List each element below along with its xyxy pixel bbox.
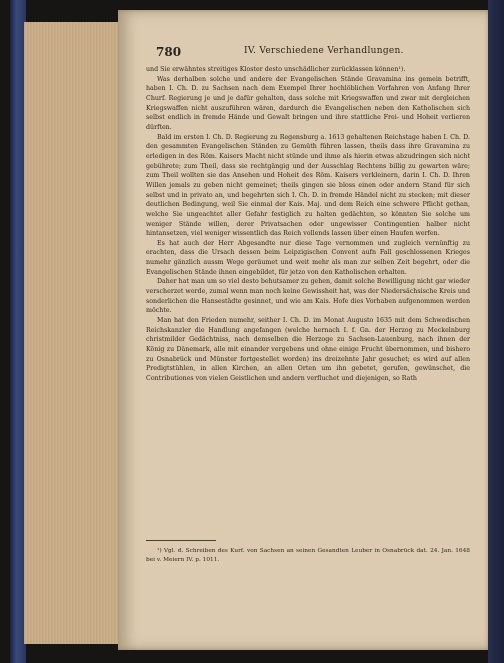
paragraph: Bald im ersten I. Ch. D. Regierung zu Regensburg a. 1613 gehaltenen Reichstage haben I. Ch. D. den gesammten Evangelischen Ständen zu Gemüth führen lassen, theils dass ihre Gravamina zu erledigen in des Röm. Kaisers Macht nicht stünde und ihme als hierin etwas abzudringen sich nicht gebührete; zum Theil, dass sie rechtgängig und der Ausschlag Rechtens billig zu gewarten wäre; zum Theil wollten sie das Ansehen und Hoheit des Röm. Kaisers verkleinern, darin I. Ch. D. Ihren Willen jemals zu geben nicht gemeinet; theils gingen sie bloss einen oder andern Stand für sich selbst und in privato an, und begehrten sich I. Ch. D. in fremde Händel nicht zu stecken; mit dieser deutlichen Bedingung, weil Sie einmal der Kais. Maj. und dem Reich eine schwere Pflicht gethan, welche Sie ungeachtet aller Gefahr festiglich zu halten gedächten, so könnten Sie solche um weniger Stände willen, derer Privatsachen oder ungewisser Contingentien halber nicht hintansetzen, viel weniger wissentlich das Reich vollends lassen über einen Haufen werfen. bbox=[146, 133, 470, 238]
paragraph: Daher hat man um so viel desto behutsamer zu gehen, damit solche Bewilligung nicht gar wieder verscherzet werde, zumal wenn man noch keine Gewissheit hat, was der Niedersächsische Kreis und sonderlichen die Hansestädte gesinnet, und wie am Kais. Hofe dies Vorhaben aufgenommen werden möchte. bbox=[146, 278, 470, 315]
book-cover-right bbox=[488, 0, 504, 663]
footnote-rule bbox=[146, 540, 216, 541]
paragraph: Es hat auch der Herr Abgesandte nur diese Tage vernommen und zugleich vernünftig zu erachten, dass die Ursach dessen beim Leipzigischen Convent aufn Fall geschlossenen Krieges numehr gänzlich aussm Wege geräumet und weit mehr als man zur selben Zeit begehrt, oder die Evangelischen Stände ihnen eingebildet, für jetzo von den Katholischen erhalten. bbox=[146, 239, 470, 276]
footnote: ¹) Vgl. d. Schreiben des Kurf. von Sachsen an seinen Gesandten Leuber in Osnabrück dat. 24. Jan. 1648 bei v. Meiern IV. p. 1011. bbox=[146, 548, 470, 563]
running-title: IV. Verschiedene Verhandlungen. bbox=[244, 46, 404, 56]
paragraph: Man hat den Frieden numehr, seither I. Ch. D. im Monat Augusto 1635 mit dem Schwedischen Reichskanzler die Handlung angefangen (welche hernach I. f. Gn. der Herzog zu Meckelnburg christmilder Gedächtniss, nach demselben die Herzoge zu Sachsen-Lauenburg, nach ihnen der König zu Dänemark, alle mit einander vergebens und ohne einige Frucht übernommen, und bishero zu Osnabrück und Münster fortgestellet worden) ins dreizehnte Jahr gesuchet; es wird auf allen Predigtstühlen, in allen Kirchen, an allen Orten um ihn gebetet, gerufen, gewünschet, die Contributiones von vielen Geistlichen und andern verfluchet und diejenigen, so Rath bbox=[146, 317, 470, 382]
page-header bbox=[156, 45, 468, 59]
page-number: 780 bbox=[156, 45, 182, 59]
paragraph: und Sie erwähntes streitiges Kloster desto unschädlicher zurücklassen können¹). bbox=[146, 66, 406, 73]
paragraph: Was derhalben solche und andere der Evangelischen Stände Gravamina ins gemein betrifft, haben I. Ch. D. zu Sachsen nach dem Exempel Ihrer hochlöblichen Vorfahren von Anfang Ihrer Churf. Regierung je und je dafür gehalten, dass solche mit Kriegswaffen und zwar mit dergleichen Kriegswaffen nicht auszuführen wären, dardurch die Evangelischen neben den Katholischen sich selbst endlich in fremde Hände und Gewalt bringen und ihre stattliche Frei- und Hoheit verlieren dürften. bbox=[146, 75, 470, 131]
body-text bbox=[146, 65, 470, 384]
page-edges bbox=[24, 22, 130, 644]
